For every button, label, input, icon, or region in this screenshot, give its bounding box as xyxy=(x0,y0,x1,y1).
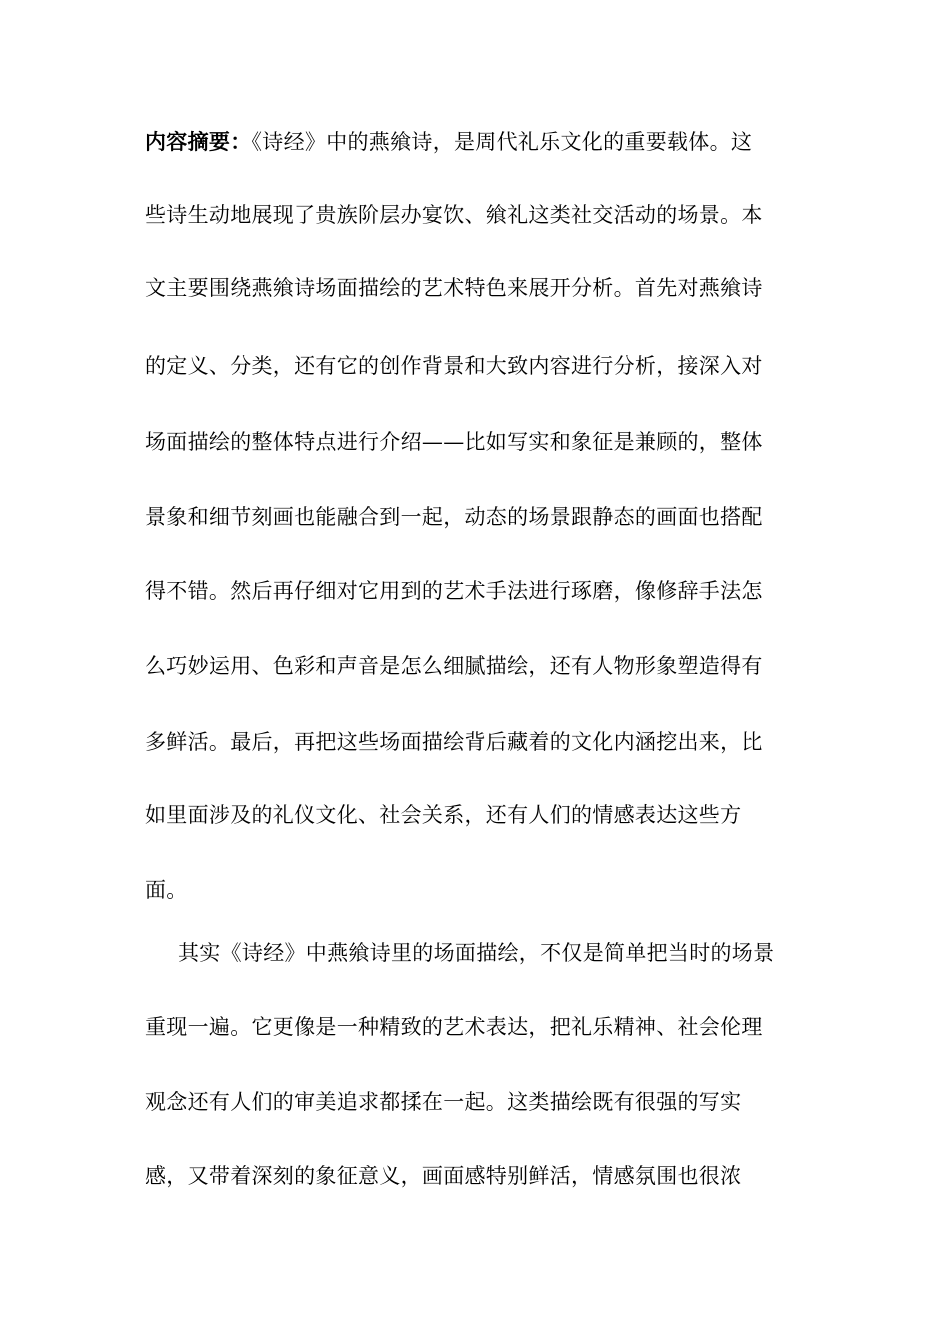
abstract-line-1 xyxy=(145,128,752,156)
paragraph-2-line-3: 观念还有人们的审美追求都揉在一起。这类描绘既有很强的写实 xyxy=(145,1090,742,1114)
paragraph-2-line-1: 其实《诗经》中燕飨诗里的场面描绘，不仅是简单把当时的场景 xyxy=(178,941,775,965)
abstract-line-9: 多鲜活。最后，再把这些场面描绘背后藏着的文化内涵挖出来，比 xyxy=(145,730,763,754)
abstract-line-4: 的定义、分类，还有它的创作背景和大致内容进行分析，接深入对 xyxy=(145,354,763,378)
abstract-line-3: 文主要围绕燕飨诗场面描绘的艺术特色来展开分析。首先对燕飨诗 xyxy=(145,276,763,300)
abstract-line-10: 如里面涉及的礼仪文化、社会关系，还有人们的情感表达这些方 xyxy=(145,803,742,827)
abstract-line-2: 些诗生动地展现了贵族阶层办宴饮、飨礼这类社交活动的场景。本 xyxy=(145,203,763,227)
abstract-text: 《诗经》中的燕飨诗，是周代礼乐文化的重要载体。这 xyxy=(251,130,753,154)
abstract-line-7: 得不错。然后再仔细对它用到的艺术手法进行琢磨，像修辞手法怎 xyxy=(145,579,763,603)
abstract-line-5: 场面描绘的整体特点进行介绍——比如写实和象征是兼顾的，整体 xyxy=(145,430,763,454)
paragraph-2-line-2: 重现一遍。它更像是一种精致的艺术表达，把礼乐精神、社会伦理 xyxy=(145,1015,763,1039)
paragraph-2-line-4: 感，又带着深刻的象征意义，画面感特别鲜活，情感氛围也很浓 xyxy=(145,1164,742,1188)
abstract-line-6: 景象和细节刻画也能融合到一起，动态的场景跟静态的画面也搭配 xyxy=(145,505,763,529)
abstract-line-11: 面。 xyxy=(145,878,188,902)
abstract-label: 内容摘要： xyxy=(145,129,252,154)
abstract-line-8: 么巧妙运用、色彩和声音是怎么细腻描绘，还有人物形象塑造得有 xyxy=(145,654,763,678)
